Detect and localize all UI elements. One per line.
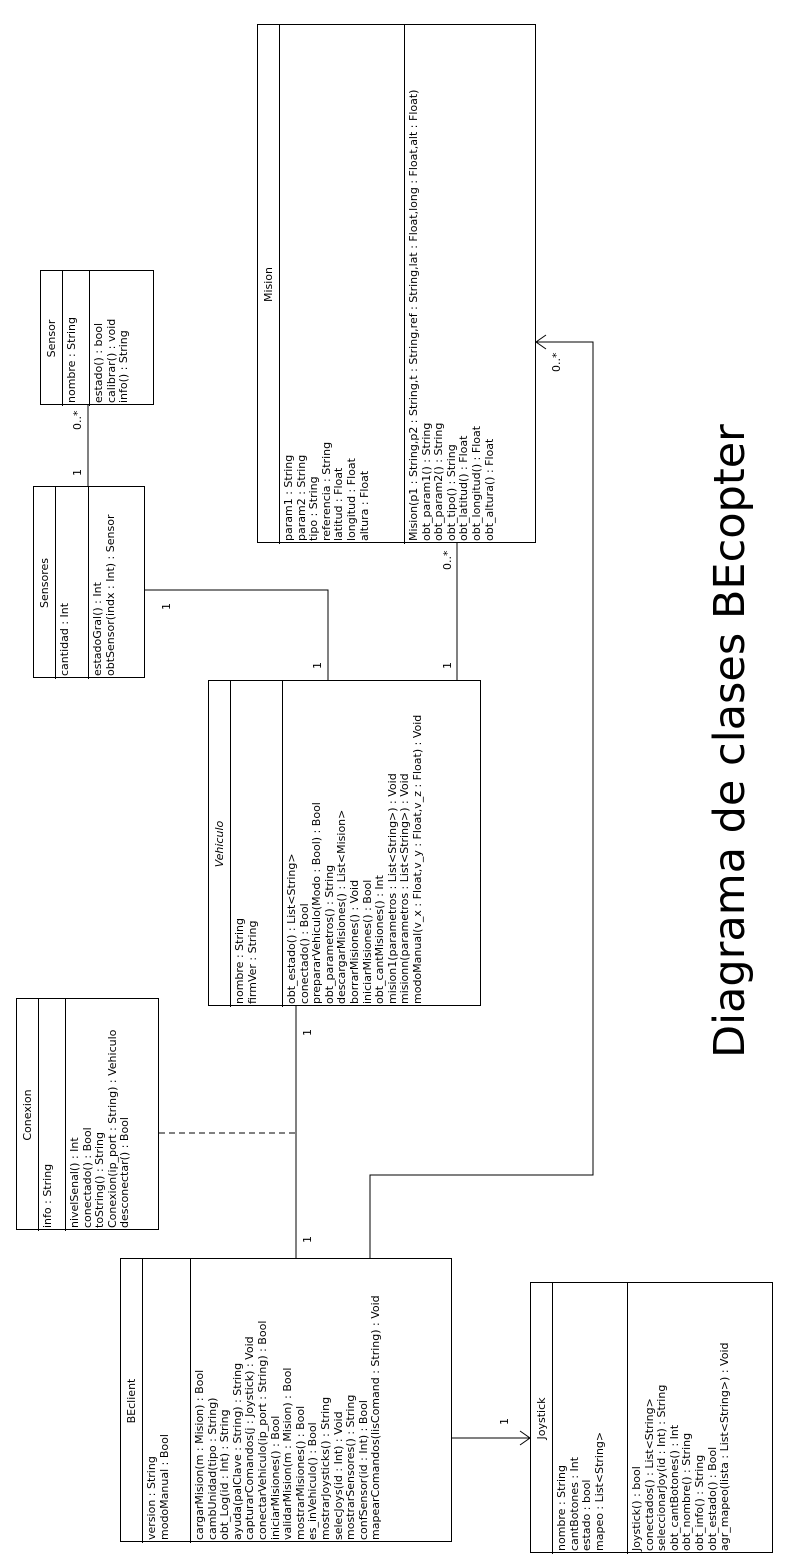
- attribute-row: info : String: [41, 1163, 54, 1228]
- class-name: Sensor: [41, 271, 63, 406]
- class-name: Mision: [258, 25, 280, 544]
- operation-row: agr_mapeo(lista : List<String>) : Void: [718, 1342, 732, 1551]
- operation-row: info() : String: [117, 330, 131, 403]
- mult-sensores-vehiculo-a: 1: [160, 603, 173, 610]
- attribute-row: tipo : String: [307, 476, 321, 541]
- class-name: Sensores: [34, 487, 56, 679]
- operation-row: toString() : String: [93, 1132, 107, 1228]
- operation-row: iniciarMisiones() : Bool: [268, 1415, 282, 1540]
- mult-vehiculo-mision-a: 1: [441, 662, 454, 669]
- operation-row: Mision(p1 : String,p2 : String,t : String,ref : String,lat : Float,long : Float,alt : Float): [407, 89, 420, 541]
- operation-row: es_inVehiculo() : Bool: [306, 1422, 320, 1540]
- operation-row: modoManual(v_x : Float,v_y : Float,v_z : Float) : Void: [410, 714, 424, 1004]
- class-conexion: [16, 998, 159, 1230]
- operation-row: seleccionarJoy(id : Int) : String: [655, 1384, 669, 1551]
- attribute-row: param1 : String: [282, 454, 295, 541]
- operation-row: obt_cantBotones() : Int: [667, 1424, 681, 1551]
- operation-row: descargarMisiones() : List<Mision>: [335, 809, 349, 1004]
- operation-row: obt_altura() : Float: [482, 438, 496, 541]
- mult-vehiculo-mision-b: 0..*: [441, 550, 454, 570]
- attribute-row: nombre : String: [233, 918, 246, 1004]
- attributes: [56, 487, 89, 679]
- operations: [90, 271, 133, 406]
- operation-row: calibrar() : void: [104, 318, 118, 403]
- mult-sensores-vehiculo-b: 1: [311, 662, 324, 669]
- mult-beclient-vehiculo-a: 1: [301, 1236, 314, 1243]
- operation-row: nivelSenal() : Int: [68, 1137, 81, 1228]
- attribute-row: modoManual : Bool: [157, 1434, 171, 1540]
- operation-row: cargarMision(m : Mision) : Bool: [193, 1369, 206, 1540]
- operations: [628, 1283, 734, 1554]
- operation-row: Conexion(ip_port : String) : Vehiculo: [105, 1029, 119, 1228]
- class-sensores: [33, 486, 145, 678]
- attributes: [143, 1259, 191, 1543]
- operations: [405, 25, 498, 544]
- class-mision: [257, 24, 536, 543]
- operation-row: obt_param1() : String: [419, 422, 433, 541]
- operation-row: obt_nombre() : String: [680, 1432, 694, 1551]
- operation-row: conectarVehiculo(ip_port : String) : Bool: [255, 1320, 269, 1540]
- class-name: Joystick: [531, 1283, 553, 1554]
- attribute-row: version : String: [145, 1456, 158, 1540]
- mult-beclient-vehiculo-b: 1: [301, 1029, 314, 1036]
- operation-row: conectado() : Bool: [297, 903, 311, 1004]
- operation-row: iniciarMisiones() : Bool: [360, 879, 374, 1004]
- attributes: [553, 1283, 628, 1554]
- mult-beclient-mision: 0..*: [550, 352, 563, 372]
- operation-row: capturarComandos(j : Joystick) : Void: [243, 1336, 257, 1540]
- operation-row: misionn(parametros : List<String>) : Void: [398, 773, 412, 1004]
- mult-beclient-joystick: 1: [498, 1418, 511, 1425]
- operation-row: confSensor(id : Int) : Bool: [356, 1400, 370, 1540]
- operation-row: mision1(parametros : List<String>) : Void: [385, 773, 399, 1004]
- class-vehiculo: [208, 680, 481, 1006]
- operation-row: obt_tipo() : String: [444, 444, 458, 541]
- attributes: [39, 999, 66, 1231]
- mult-sensor-end: 0..*: [71, 410, 84, 430]
- operation-row: obt_estado() : List<String>: [285, 853, 298, 1004]
- operations: [89, 487, 119, 679]
- operation-row: conectados() : List<String>: [642, 1398, 656, 1551]
- attribute-row: latitud : Float: [332, 467, 346, 541]
- attribute-row: cantidad : Int: [58, 602, 71, 676]
- operations: [283, 681, 427, 1007]
- operation-row: obt_latitud() : Float: [457, 435, 471, 541]
- operation-row: desconectar() : Bool: [118, 1117, 132, 1228]
- attributes: [63, 271, 90, 406]
- operations: [191, 1259, 385, 1543]
- mult-sensores-end: 1: [71, 469, 84, 476]
- operation-row: estadoGral() : Int: [91, 582, 104, 676]
- operation-row: borrarMisiones() : Void: [347, 879, 361, 1004]
- operation-row: obt_parametros() : String: [322, 864, 336, 1004]
- operation-row: ayuda(palClave : String) : String: [230, 1362, 244, 1540]
- operation-row: mostrarMisiones() : Bool: [293, 1405, 307, 1540]
- operation-row: obtSensor(indx : Int) : Sensor: [103, 514, 117, 676]
- attributes: [280, 25, 405, 544]
- class-beclient: [120, 1258, 452, 1542]
- operation-row: conectado() : Bool: [80, 1127, 94, 1228]
- attribute-row: longitud : Float: [344, 458, 358, 541]
- operation-row: obt_estado() : Bool: [705, 1446, 719, 1551]
- class-name: Conexion: [17, 999, 39, 1231]
- class-name: Vehiculo: [209, 681, 231, 1007]
- operation-row: obt_Log(id : Int) : String: [218, 1409, 232, 1540]
- class-joystick: [530, 1282, 773, 1553]
- operations: [66, 999, 134, 1231]
- operation-row: prepararVehiculo(Modo : Bool) : Bool: [310, 802, 324, 1004]
- attribute-row: referencia : String: [319, 441, 333, 541]
- operation-row: estado() : bool: [92, 322, 105, 403]
- operation-row: mapearComandos(lisComand : String) : Void: [369, 1295, 383, 1540]
- attribute-row: nombre : String: [555, 1465, 568, 1551]
- class-name: BEclient: [121, 1259, 143, 1543]
- diagram-title: Diagrama de clases BEcopter: [705, 424, 755, 1058]
- operation-row: obt_cantMisiones() : Int: [373, 875, 387, 1004]
- attribute-row: param2 : String: [294, 454, 308, 541]
- operation-row: cambUnidad(tipo : String): [205, 1397, 219, 1540]
- attribute-row: nombre : String: [65, 317, 78, 403]
- operation-row: Joystick() : bool: [630, 1466, 643, 1551]
- operation-row: obt_longitud() : Float: [469, 425, 483, 541]
- operation-row: mostrarJoysticks() : String: [318, 1396, 332, 1540]
- attribute-row: mapeo : List<String>: [592, 1431, 606, 1551]
- operation-row: selecJoys(id : Int) : Void: [331, 1411, 345, 1540]
- attribute-row: cantBotones : Int: [567, 1456, 581, 1551]
- attribute-row: firmVer : String: [245, 920, 259, 1004]
- operation-row: obt_param2() : String: [432, 422, 446, 541]
- operation-row: validarMision(m : Mision) : Bool: [281, 1367, 295, 1540]
- attributes: [231, 681, 283, 1007]
- attribute-row: estado : bool: [580, 1479, 594, 1551]
- class-sensor: [40, 270, 154, 405]
- operation-row: mostrarSensores() : String: [344, 1394, 358, 1540]
- operation-row: obt_info() : String: [692, 1454, 706, 1551]
- attribute-row: altura : Float: [357, 470, 371, 541]
